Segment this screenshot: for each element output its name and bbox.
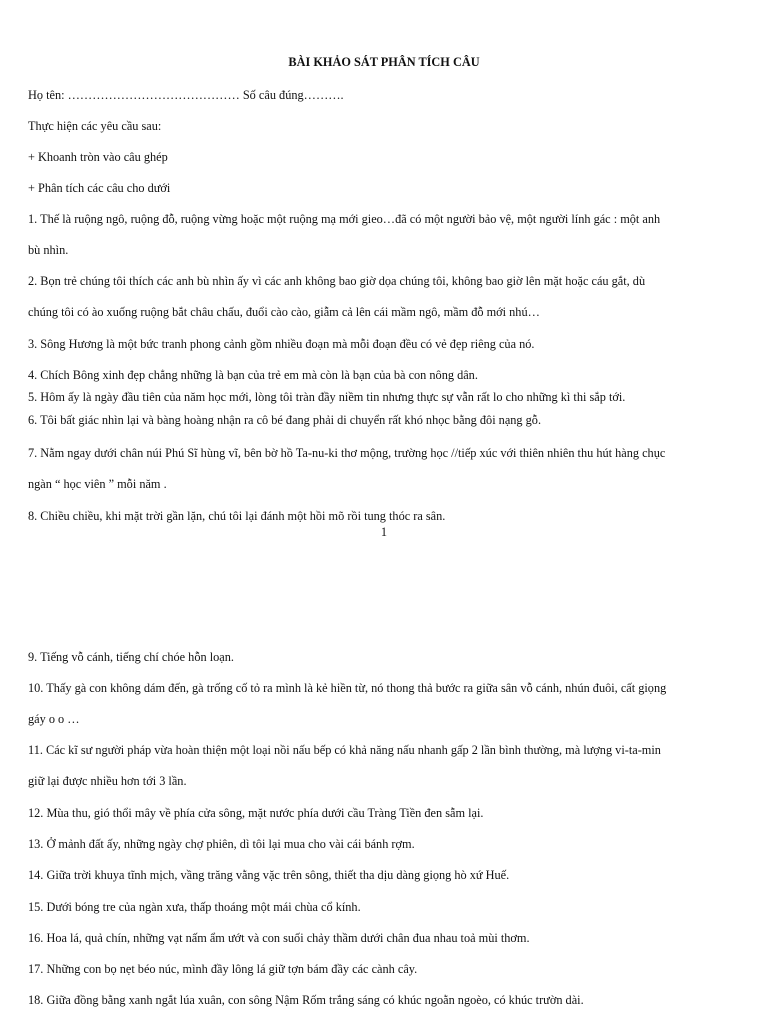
sentence-line: 8. Chiều chiều, khi mặt trời gần lặn, chú tôi lại đánh một hồi mõ rồi tung thóc ra sân.	[28, 509, 446, 523]
sentence-line: 11. Các kĩ sư người pháp vừa hoàn thiện một loại nồi nấu bếp có khả năng nấu nhanh gấp 2 lần bình thường, mà lượng vi-ta-min	[28, 743, 661, 757]
sentence-line: 6. Tôi bất giác nhìn lại và bàng hoàng nhận ra cô bé đang phải di chuyển rất khó nhọc bằng đôi nạng gỗ.	[28, 413, 542, 427]
sentence-line: 9. Tiếng vỗ cánh, tiếng chí chóe hỗn loạn.	[28, 650, 234, 664]
page-number: 1	[380, 525, 388, 539]
name-line: Họ tên: …………………………………… Số câu đúng……….	[28, 88, 344, 102]
sentence-line: 14. Giữa trời khuya tĩnh mịch, vầng trăng vằng vặc trên sông, thiết tha dịu dàng giọng hò xứ Huế.	[28, 868, 510, 882]
sentence-line: 17. Những con bọ nẹt béo núc, mình đầy lông lá giữ tợn bám đầy các cành cây.	[28, 962, 418, 976]
sentence-line: 13. Ở mảnh đất ấy, những ngày chợ phiên, dì tôi lại mua cho vài cái bánh rợm.	[28, 837, 415, 851]
sentence-line: 5. Hôm ấy là ngày đầu tiên của năm học mới, lòng tôi tràn đầy niềm tin nhưng thực sự vẫn rất lo cho những kì thi sắp tới.	[28, 390, 626, 404]
sentence-line: 1. Thế là ruộng ngô, ruộng đỗ, ruộng vừng hoặc một ruộng mạ mới gieo…đã có một người bảo vệ, một người lính gác : một anh	[28, 212, 661, 226]
sentence-line: chúng tôi có ào xuống ruộng bắt châu chấu, đuổi cào cào, giẫm cả lên cái mầm ngô, mầm đỗ mới nhú…	[28, 305, 540, 319]
page-title: BÀI KHẢO SÁT PHÂN TÍCH CÂU	[288, 55, 480, 69]
sentence-line: ngàn “ học viên ” mỗi năm .	[28, 477, 167, 491]
sentence-line: 3. Sông Hương là một bức tranh phong cảnh gồm nhiều đoạn mà mỗi đoạn đều có vẻ đẹp riêng của nó.	[28, 337, 535, 351]
sentence-line: giữ lại được nhiều hơn tới 3 lần.	[28, 774, 187, 788]
instruction-line: + Phân tích các câu cho dưới	[28, 181, 171, 195]
sentence-line: 12. Mùa thu, gió thổi mây về phía cửa sông, mặt nước phía dưới cầu Tràng Tiền đen sẫm lại.	[28, 806, 484, 820]
sentence-line: 4. Chích Bông xinh đẹp chẳng những là bạn của trẻ em mà còn là bạn của bà con nông dân.	[28, 368, 478, 382]
sentence-line: bù nhìn.	[28, 243, 69, 257]
instruction-line: Thực hiện các yêu cầu sau:	[28, 119, 162, 133]
sentence-line: 18. Giữa đồng bằng xanh ngắt lúa xuân, con sông Nậm Rốm trắng sáng có khúc ngoằn ngoèo, có khúc trườn dài.	[28, 993, 584, 1007]
sentence-line: 16. Hoa lá, quả chín, những vạt nấm ẩm ướt và con suối chảy thầm dưới chân đua nhau toả mùi thơm.	[28, 931, 530, 945]
sentence-line: gáy o o …	[28, 712, 80, 726]
sentence-line: 7. Nằm ngay dưới chân núi Phú Sĩ hùng vĩ, bên bờ hồ Ta-nu-ki thơ mộng, trường học //tiếp xúc với thiên nhiên thu hút hàng chục	[28, 446, 666, 460]
instruction-line: + Khoanh tròn vào câu ghép	[28, 150, 168, 164]
sentence-line: 2. Bọn trẻ chúng tôi thích các anh bù nhìn ấy vì các anh không bao giờ dọa chúng tôi, không bao giờ lên mặt hoặc cáu gắt, dù	[28, 274, 646, 288]
sentence-line: 10. Thấy gà con không dám đến, gà trống cố tỏ ra mình là kẻ hiền từ, nó thong thả bước ra giữa sân vỗ cánh, nhún đuôi, cất giọng	[28, 681, 667, 695]
sentence-line: 15. Dưới bóng tre của ngàn xưa, thấp thoáng một mái chùa cổ kính.	[28, 900, 361, 914]
